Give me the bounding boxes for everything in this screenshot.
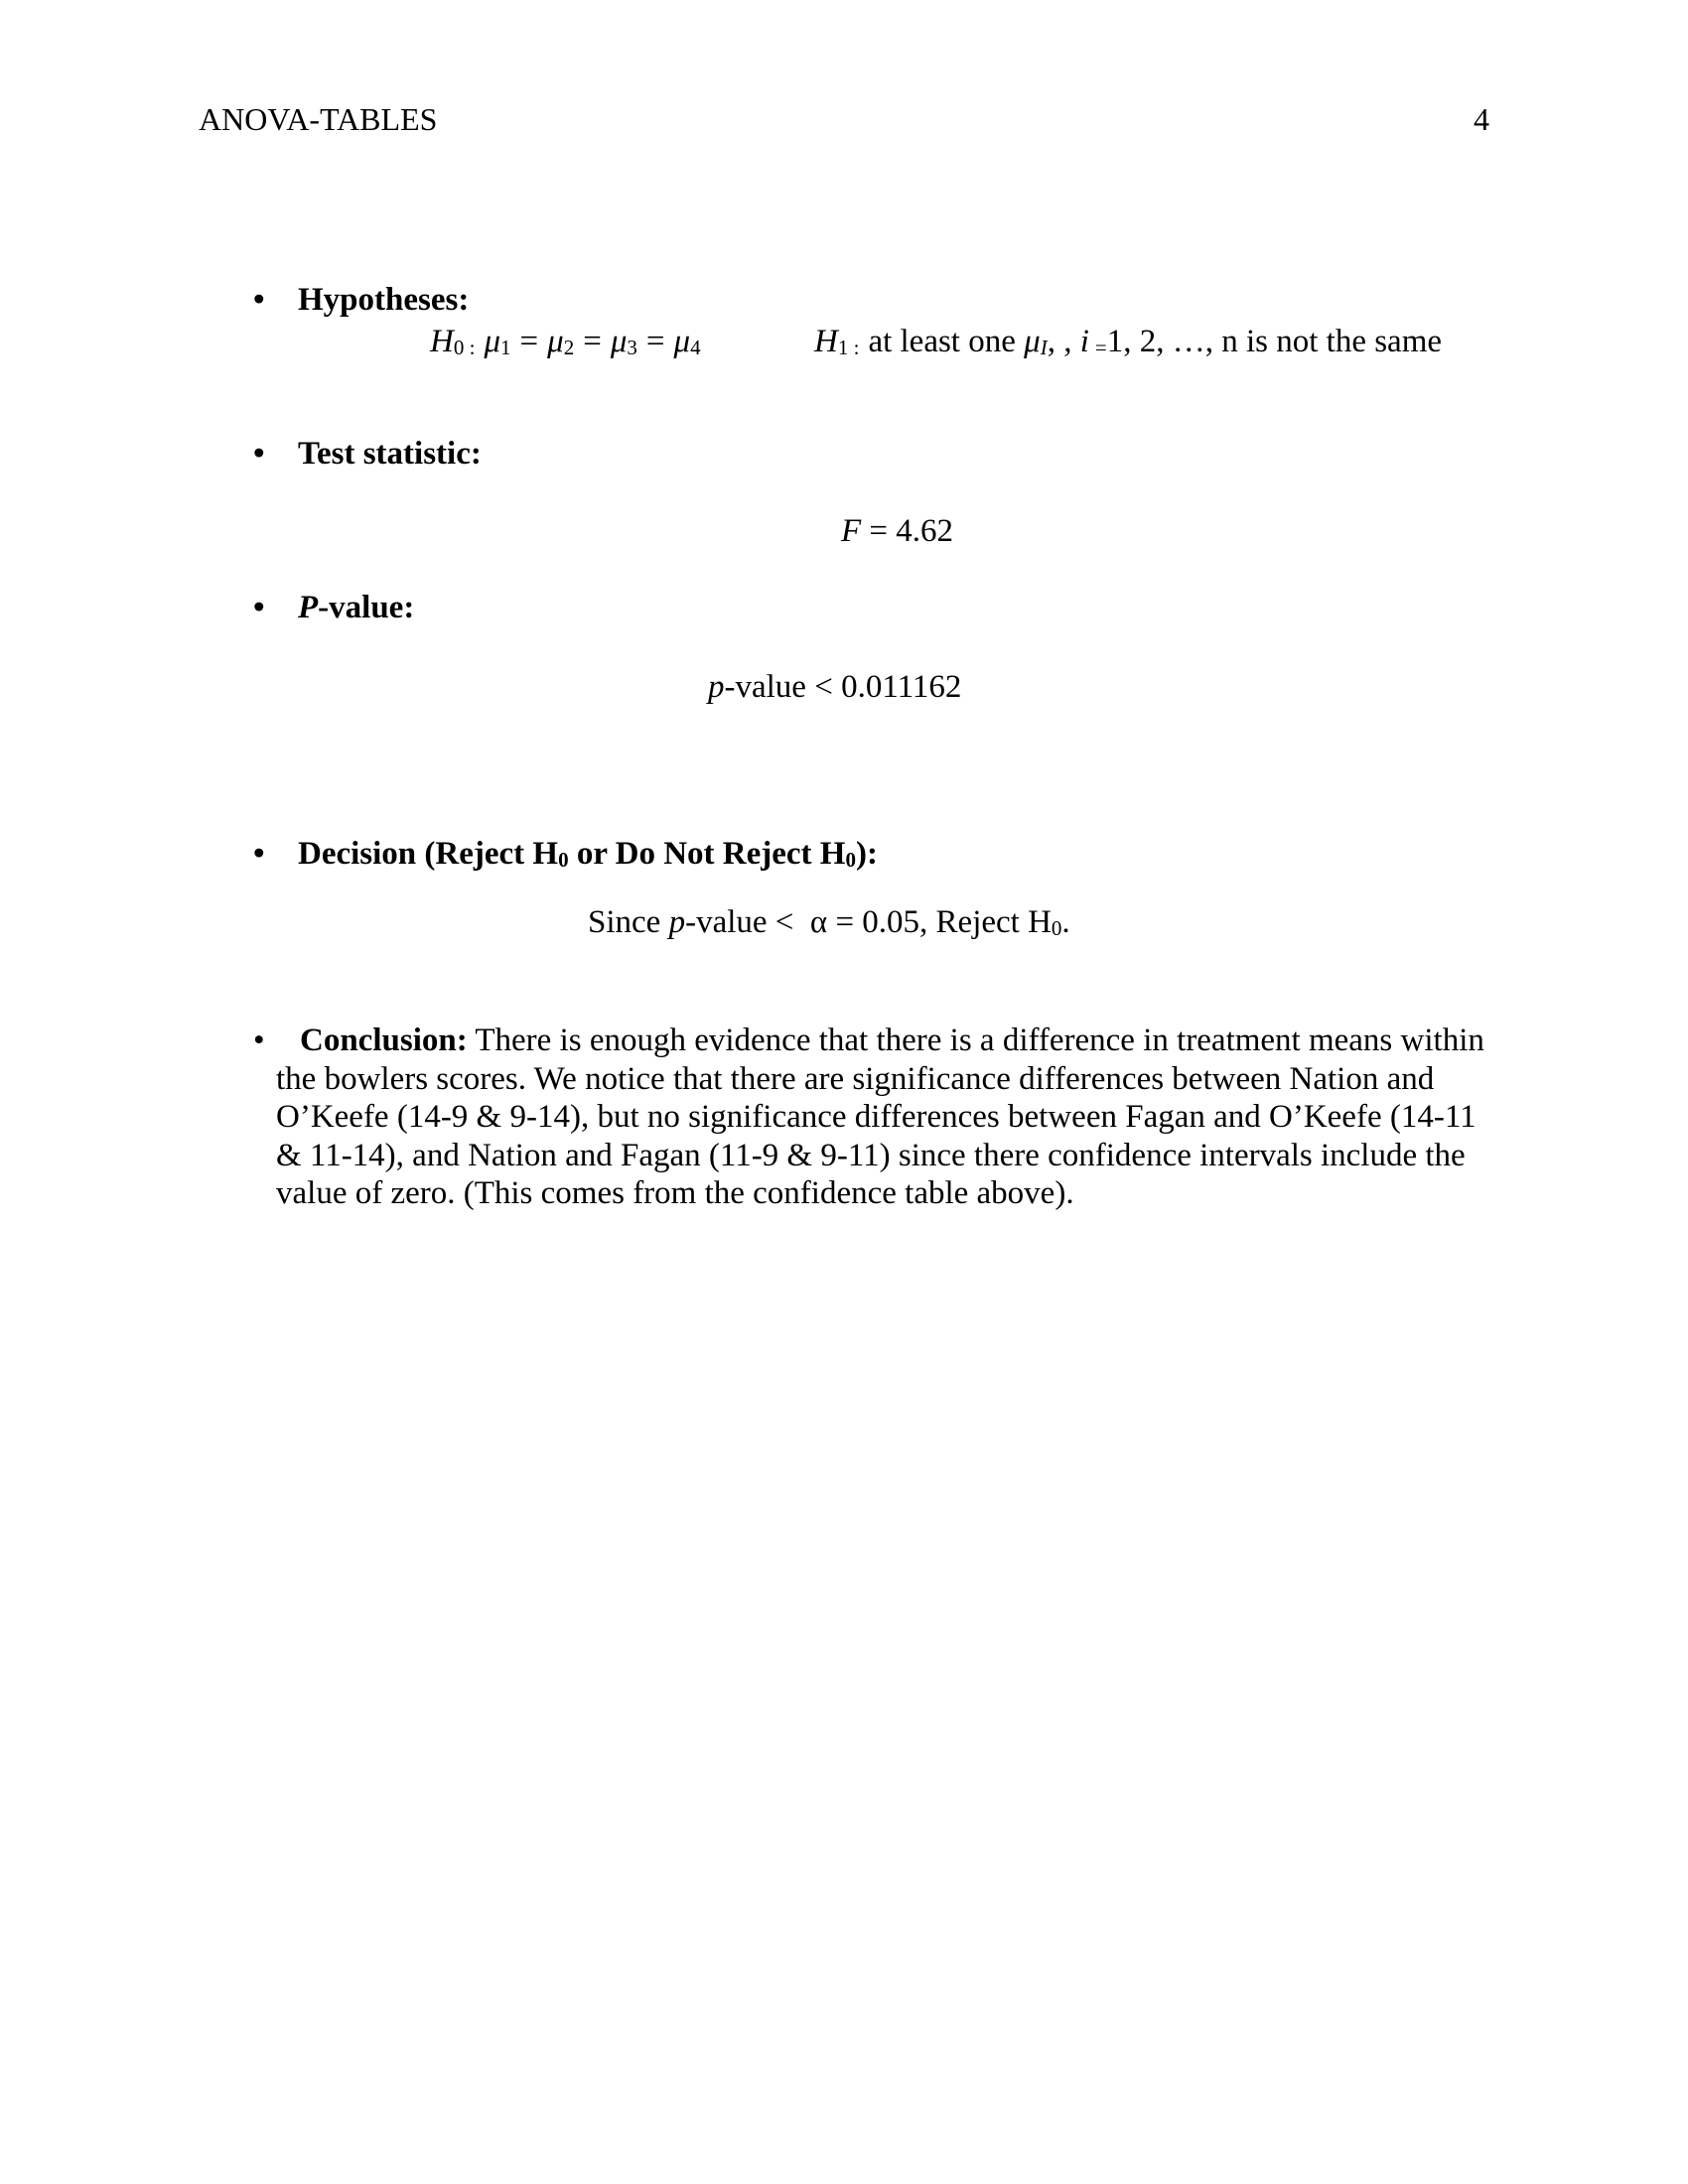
hypotheses-heading: [253, 280, 469, 320]
page-number: 4: [1474, 101, 1489, 137]
hypotheses-label: Hypotheses:: [298, 282, 470, 318]
bullet-icon: •: [253, 436, 265, 472]
bullet-icon: •: [253, 1023, 265, 1058]
p-value-statement: p-value < 0.011162: [708, 669, 962, 705]
conclusion-text: There is enough evidence that there is a difference in treatment means within the bowlers scores. We notice that there are significance differences between Nation and O’Keefe (14-9 & 9-14), but no significance differences between Fagan and O’Keefe (14-11 & 11-14), and Nation and Fagan (11-9 & 9-11) since there confidence intervals include the value of zero. (This comes from the confidence table above).: [276, 1023, 1484, 1211]
p-value-heading: [253, 588, 414, 627]
h0-formula: H0 : μ1 = μ2 = μ3 = μ4: [430, 324, 701, 359]
test-statistic-label: Test statistic:: [298, 436, 482, 472]
running-head-title: ANOVA-TABLES: [199, 101, 438, 137]
bullet-icon: •: [253, 282, 265, 318]
f-statistic-value: F = 4.62: [841, 513, 954, 549]
bullet-icon: •: [253, 836, 265, 872]
p-value-label-p: P: [298, 590, 319, 625]
conclusion-label: Conclusion:: [300, 1023, 468, 1058]
p-value-label: -value:: [318, 590, 415, 625]
alpha-symbol: α: [809, 904, 828, 940]
bullet-icon: •: [253, 590, 265, 625]
decision-heading: • Decision (Reject H0 or Do Not Reject H0):: [253, 836, 878, 872]
h1-formula: H1 : at least one μI, , i =1, 2, …, n is not the same: [814, 324, 1443, 359]
conclusion-paragraph: [276, 1022, 1493, 1213]
decision-statement: Since p-value < α = 0.05, Reject H0.: [588, 904, 1070, 940]
page-header: [199, 100, 1489, 138]
test-statistic-heading: [253, 434, 482, 474]
